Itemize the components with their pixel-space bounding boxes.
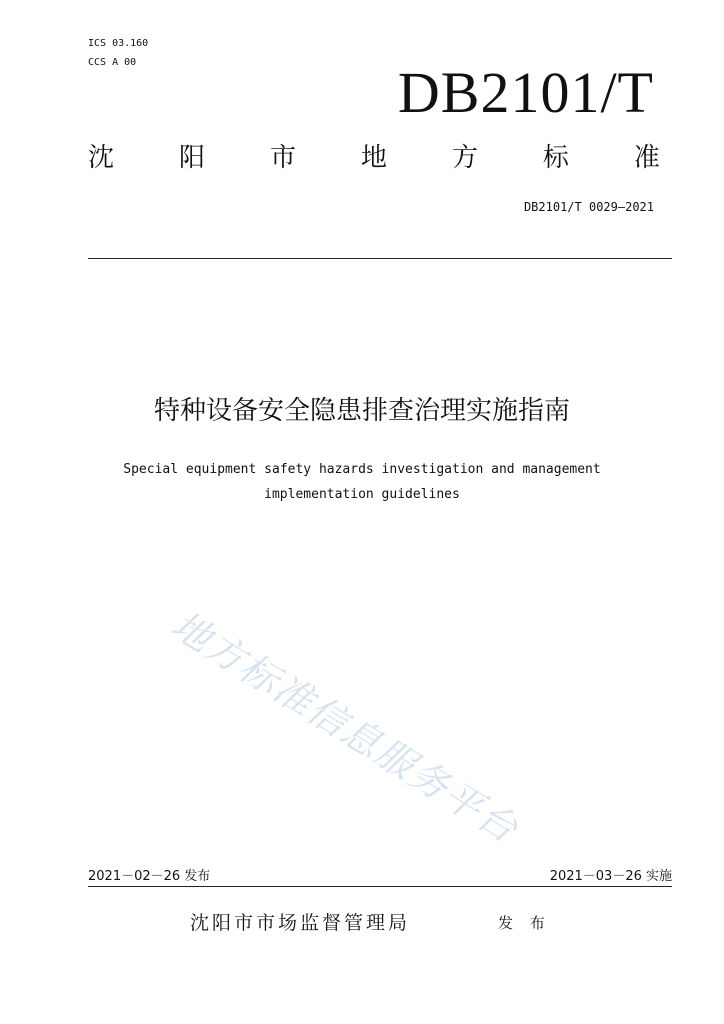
standard-code-heading: DB2101/T bbox=[397, 60, 654, 125]
standard-number: DB2101/T 0029—2021 bbox=[523, 200, 654, 214]
standard-type-heading bbox=[88, 141, 660, 175]
footer-divider bbox=[88, 886, 672, 887]
watermark: 地方标准信息服务平台 bbox=[163, 602, 527, 852]
issuing-authority: 沈阳市市场监督管理局 bbox=[190, 912, 411, 934]
standard-type-char: 地 bbox=[360, 143, 387, 173]
issue-label: 发 布 bbox=[498, 914, 551, 932]
standard-type-char: 方 bbox=[451, 143, 478, 173]
standard-type-char: 阳 bbox=[178, 143, 205, 173]
header-divider bbox=[88, 258, 672, 259]
implement-date: 2021－03－26 实施 bbox=[549, 869, 672, 884]
standard-type-char: 准 bbox=[633, 143, 660, 173]
ccs-code: CCS A 00 bbox=[88, 57, 137, 68]
standard-type-char: 市 bbox=[269, 143, 296, 173]
publish-date: 2021－02－26 发布 bbox=[88, 869, 211, 884]
standard-type-char: 标 bbox=[542, 143, 569, 173]
document-title-zh: 特种设备安全隐患排查治理实施指南 bbox=[153, 396, 570, 426]
document-title-en-line-2: implementation guidelines bbox=[264, 487, 460, 502]
ics-code: ICS 03.160 bbox=[88, 38, 149, 49]
document-title-en-line-1: Special equipment safety hazards investigation and management bbox=[123, 462, 601, 477]
standard-type-char: 沈 bbox=[88, 143, 115, 173]
